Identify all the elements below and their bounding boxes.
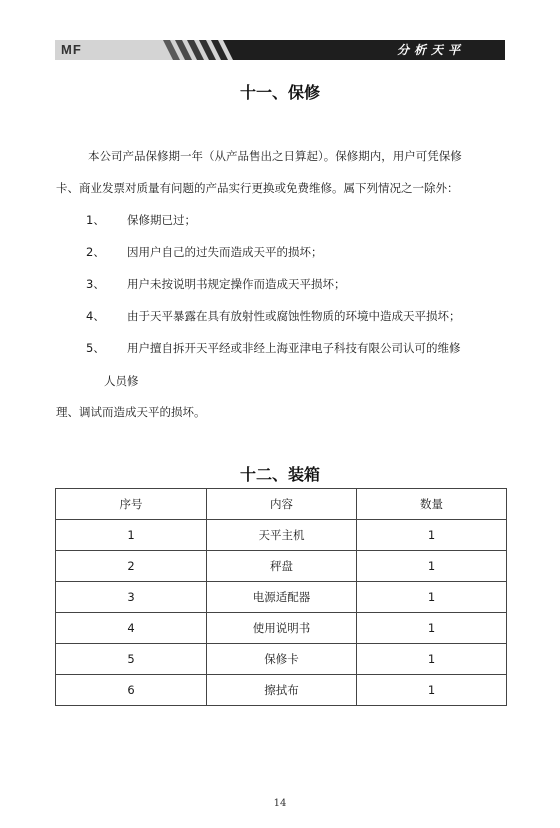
column-header-quantity: 数量 [357, 489, 507, 520]
header-stripes [163, 40, 243, 60]
table-cell-number: 3 [56, 582, 207, 613]
table-cell-content: 使用说明书 [207, 613, 357, 644]
table-row [56, 520, 507, 551]
table-row [56, 613, 507, 644]
table-cell-quantity: 1 [357, 520, 507, 551]
table-cell-content: 秤盘 [207, 551, 357, 582]
header-title: 分析天平 [396, 43, 465, 57]
table-cell-number: 5 [56, 644, 207, 675]
column-header-number: 序号 [56, 489, 207, 520]
table-cell-quantity: 1 [357, 551, 507, 582]
table-cell-content: 擦拭布 [207, 675, 357, 706]
table-cell-number: 6 [56, 675, 207, 706]
header-brand: MF [61, 42, 82, 57]
warranty-intro-line2: 卡、商业发票对质量有问题的产品实行更换或免费维修。属下列情况之一除外： [56, 181, 459, 195]
list-item-number: 4、 [86, 309, 105, 323]
table-cell-content: 保修卡 [207, 644, 357, 675]
list-item-number: 2、 [86, 245, 105, 259]
page-number: 14 [273, 798, 287, 809]
list-item-number: 3、 [86, 277, 105, 291]
table-cell-quantity: 1 [357, 613, 507, 644]
list-item-continuation: 人员修 [104, 374, 139, 388]
list-item-text: 由于天平暴露在具有放射性或腐蚀性物质的环境中造成天平损坏； [127, 309, 461, 323]
table-row [56, 582, 507, 613]
table-cell-number: 1 [56, 520, 207, 551]
table-cell-number: 4 [56, 613, 207, 644]
warranty-closing-line: 理、调试而造成天平的损坏。 [56, 405, 206, 419]
table-header-row [56, 489, 507, 520]
table-cell-quantity: 1 [357, 582, 507, 613]
table-cell-quantity: 1 [357, 675, 507, 706]
list-item-number: 5、 [86, 341, 105, 355]
page-header [55, 40, 505, 60]
list-item-text: 用户擅自拆开天平经或非经上海亚津电子科技有限公司认可的维修 [127, 341, 461, 355]
table-row [56, 644, 507, 675]
list-item-text: 因用户自己的过失而造成天平的损坏； [127, 245, 323, 259]
table-cell-number: 2 [56, 551, 207, 582]
table-row [56, 675, 507, 706]
section-title-warranty: 十一、保修 [239, 83, 320, 102]
section-title-packing: 十二、装箱 [239, 465, 320, 484]
list-item-text: 保修期已过； [127, 213, 196, 227]
column-header-content: 内容 [207, 489, 357, 520]
table-cell-content: 电源适配器 [207, 582, 357, 613]
packing-list-table [55, 488, 507, 706]
table-row [56, 551, 507, 582]
header-dark-band [243, 40, 505, 60]
table-cell-content: 天平主机 [207, 520, 357, 551]
table-cell-quantity: 1 [357, 644, 507, 675]
list-item-number: 1、 [86, 213, 105, 227]
warranty-intro-line1: 本公司产品保修期一年（从产品售出之日算起）。保修期内，用户可凭保修 [88, 149, 462, 163]
list-item-text: 用户未按说明书规定操作而造成天平损坏； [127, 277, 346, 291]
